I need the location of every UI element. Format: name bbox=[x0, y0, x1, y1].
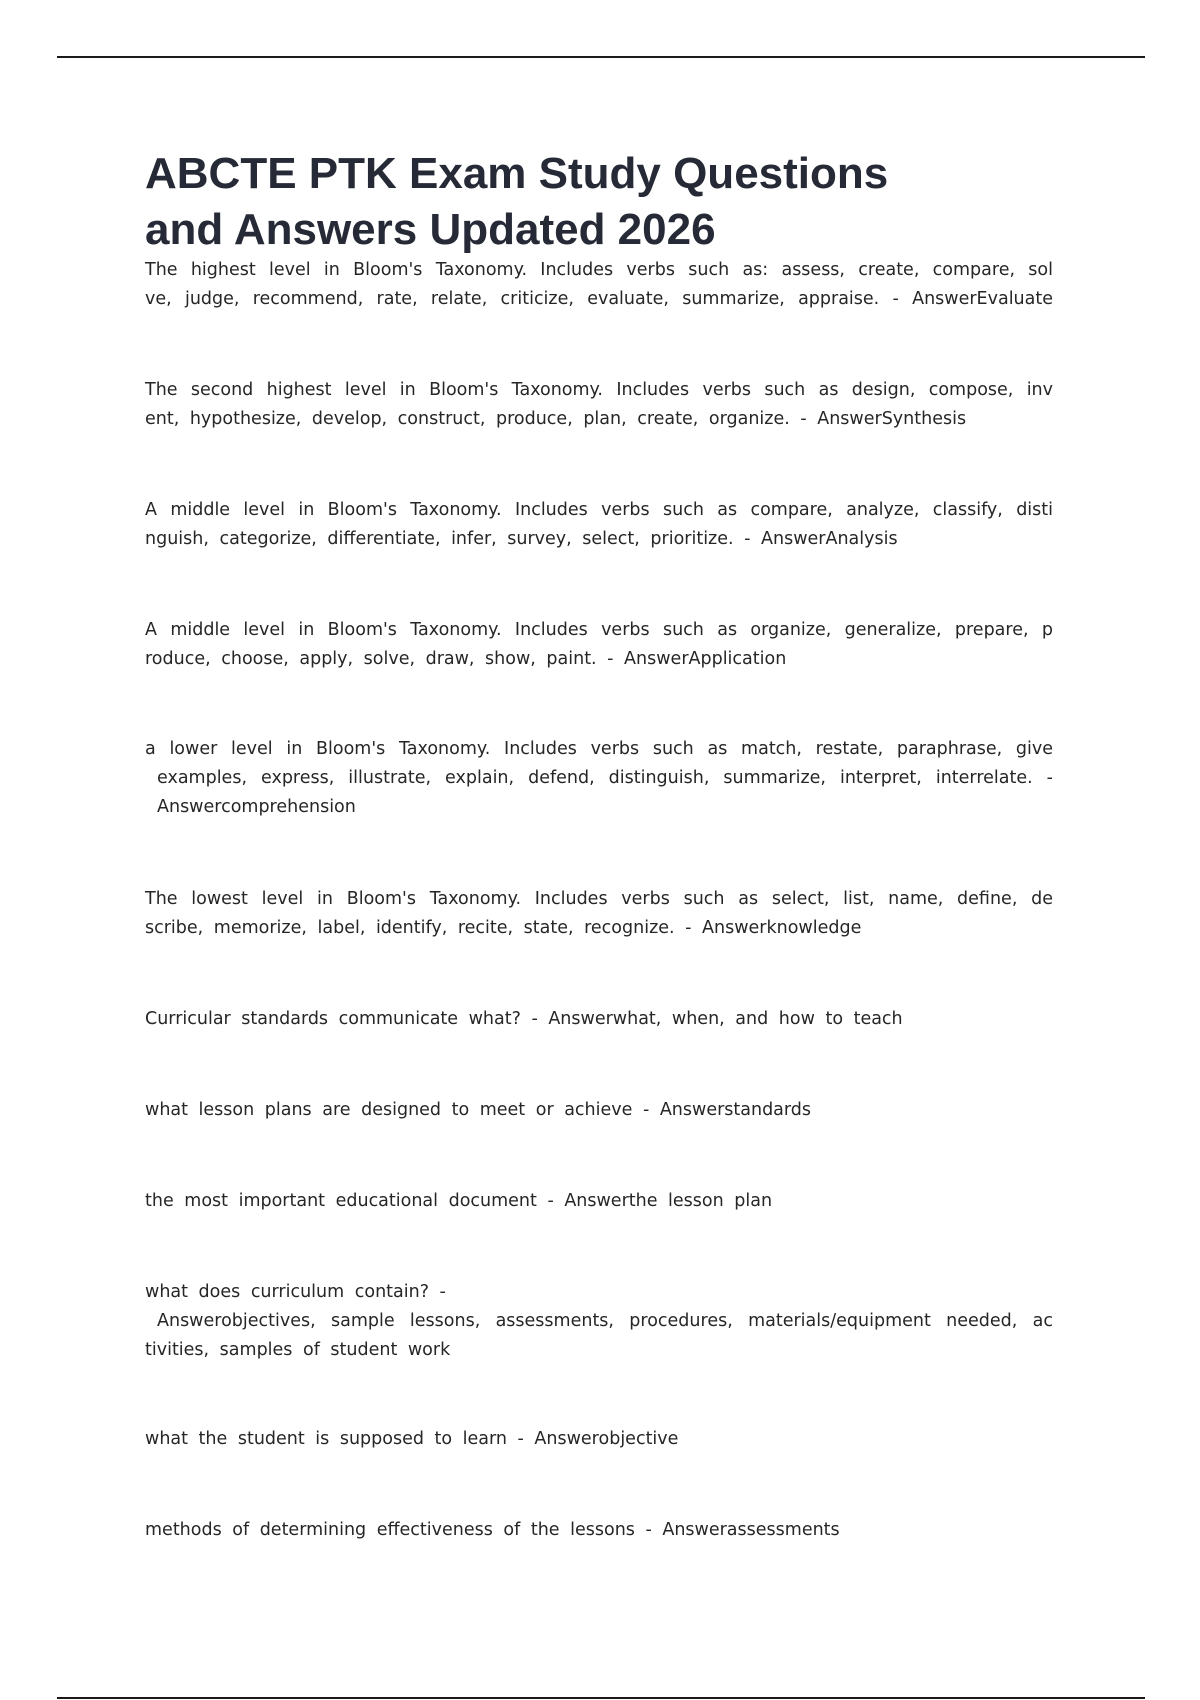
qa-item bbox=[145, 1187, 1053, 1216]
qa-line: Curricular standards communicate what? - Answerwhat, when, and how to teach bbox=[145, 1009, 903, 1029]
header-rule bbox=[57, 56, 1145, 58]
qa-item bbox=[145, 885, 1053, 943]
qa-line: Answerobjectives, sample lessons, assessments, procedures, materials/equipment needed, ac bbox=[157, 1311, 1053, 1331]
page-title bbox=[145, 146, 1065, 258]
qa-line: scribe, memorize, label, identify, recite, state, recognize. - Answerknowledge bbox=[145, 918, 862, 938]
title-line-2: and Answers Updated 2026 bbox=[145, 205, 716, 254]
qa-line: Answercomprehension bbox=[157, 797, 356, 817]
qa-line: what does curriculum contain? - bbox=[145, 1282, 446, 1302]
qa-item bbox=[145, 256, 1053, 314]
qa-line: nguish, categorize, differentiate, infer, survey, select, prioritize. - AnswerAnalysis bbox=[145, 529, 898, 549]
qa-item bbox=[145, 376, 1053, 434]
qa-line: what lesson plans are designed to meet or achieve - Answerstandards bbox=[145, 1100, 812, 1120]
title-line-1: ABCTE PTK Exam Study Questions bbox=[145, 149, 889, 198]
qa-item bbox=[145, 1005, 1053, 1034]
qa-line: ve, judge, recommend, rate, relate, criticize, evaluate, summarize, appraise. - AnswerEvaluate bbox=[145, 289, 1053, 309]
qa-item bbox=[145, 735, 1053, 822]
qa-item bbox=[145, 1096, 1053, 1125]
qa-line: methods of determining effectiveness of the lessons - Answerassessments bbox=[145, 1520, 840, 1540]
qa-line: examples, express, illustrate, explain, defend, distinguish, summarize, interpret, interrelate. - bbox=[157, 768, 1053, 788]
qa-line: The second highest level in Bloom's Taxonomy. Includes verbs such as design, compose, inv bbox=[145, 380, 1053, 400]
qa-item bbox=[145, 496, 1053, 554]
qa-line: the most important educational document - Answerthe lesson plan bbox=[145, 1191, 773, 1211]
qa-line: roduce, choose, apply, solve, draw, show, paint. - AnswerApplication bbox=[145, 649, 787, 669]
qa-item bbox=[145, 1516, 1053, 1545]
qa-line: tivities, samples of student work bbox=[145, 1340, 451, 1360]
qa-item bbox=[145, 1278, 1053, 1365]
footer-rule bbox=[57, 1697, 1145, 1699]
qa-line: A middle level in Bloom's Taxonomy. Includes verbs such as organize, generalize, prepare, p bbox=[145, 620, 1053, 640]
qa-line: a lower level in Bloom's Taxonomy. Includes verbs such as match, restate, paraphrase, give bbox=[145, 739, 1053, 759]
qa-item bbox=[145, 616, 1053, 674]
qa-line: ent, hypothesize, develop, construct, produce, plan, create, organize. - AnswerSynthesis bbox=[145, 409, 967, 429]
qa-item bbox=[145, 1425, 1053, 1454]
qa-line: what the student is supposed to learn - Answerobjective bbox=[145, 1429, 679, 1449]
qa-line: A middle level in Bloom's Taxonomy. Includes verbs such as compare, analyze, classify, disti bbox=[145, 500, 1053, 520]
qa-line: The highest level in Bloom's Taxonomy. Includes verbs such as: assess, create, compare, sol bbox=[145, 260, 1053, 280]
qa-line: The lowest level in Bloom's Taxonomy. Includes verbs such as select, list, name, define, de bbox=[145, 889, 1053, 909]
